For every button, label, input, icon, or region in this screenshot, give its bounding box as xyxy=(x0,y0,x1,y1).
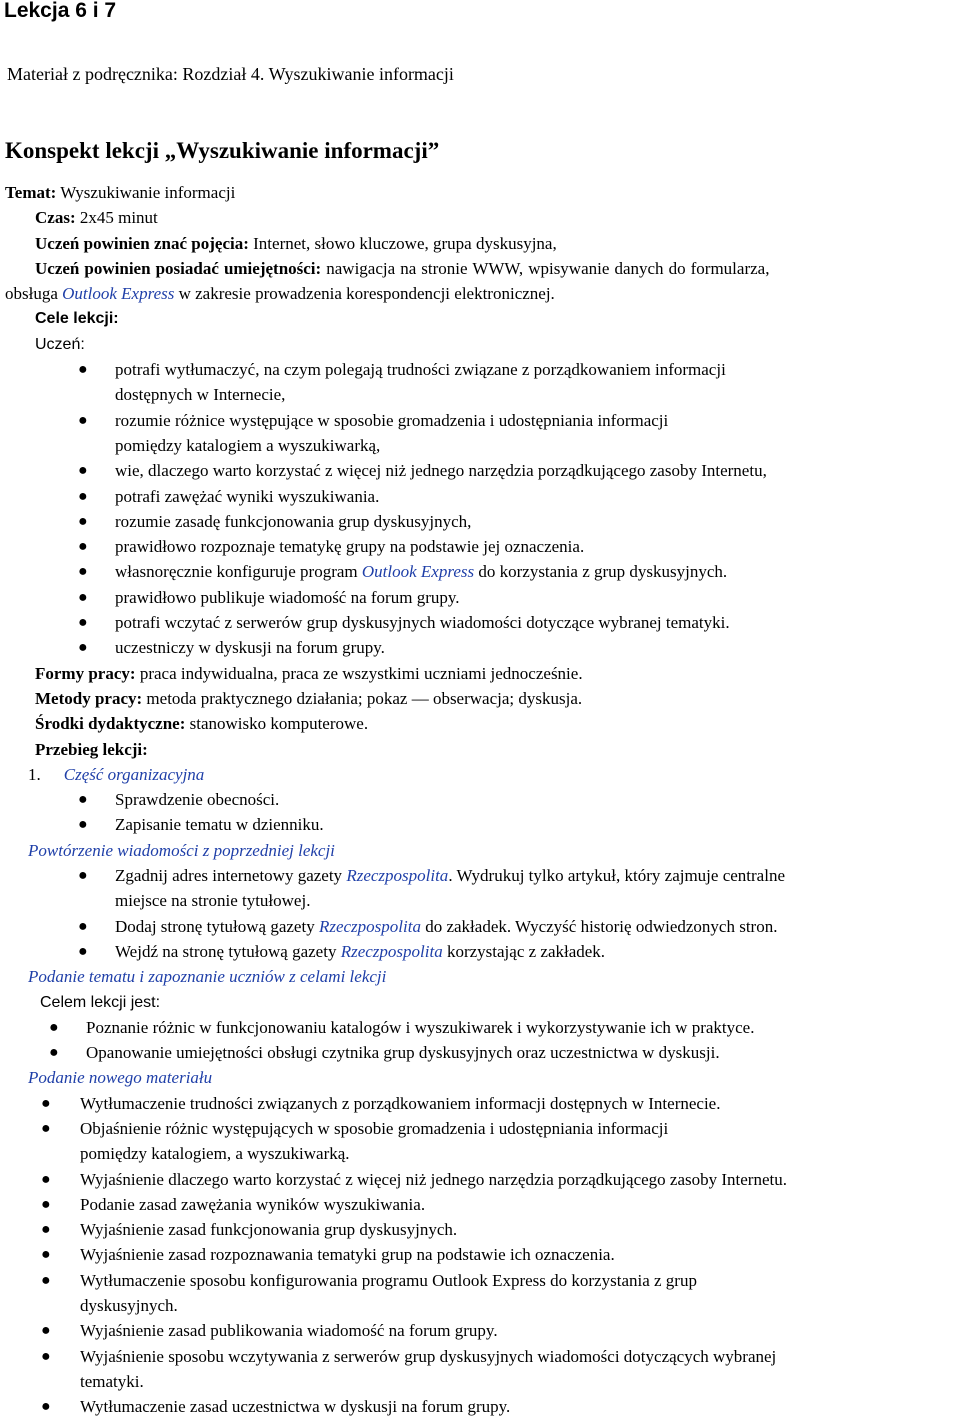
rzeczpospolita-link[interactable]: Rzeczpospolita xyxy=(346,866,449,886)
skills-value: nawigacja na stronie WWW, wpisywanie danych do formularza, xyxy=(321,258,770,278)
goal-list xyxy=(0,1015,960,1066)
concepts-line xyxy=(0,231,960,256)
forms-label: Formy pracy: xyxy=(35,663,136,683)
list-item: ● Wyjaśnienie dlaczego warto korzystać z więcej niż jednego narzędzia porządkującego zasoby Internetu. xyxy=(41,1169,787,1189)
list-item: ● Wytłumaczenie zasad uczestnictwa w dyskusji na forum grupy. xyxy=(41,1397,511,1417)
new-material-heading: Podanie nowego materiału xyxy=(28,1068,213,1088)
time-label: Czas: xyxy=(35,208,76,228)
topic-line xyxy=(0,180,960,205)
goals-list xyxy=(0,357,960,661)
course-label: Przebieg lekcji: xyxy=(35,739,148,759)
list-item: ● Wyjaśnienie zasad rozpoznawania tematyki grup na podstawie ich oznaczenia. xyxy=(41,1245,615,1265)
rzeczpospolita-link[interactable]: Rzeczpospolita xyxy=(318,916,421,936)
lesson-body xyxy=(0,180,960,1420)
list-item: ● prawidłowo rozpoznaje tematykę grupy na podstawie jej oznaczenia. xyxy=(78,537,585,557)
lesson-plan-title: Konspekt lekcji „Wyszukiwanie informacji” xyxy=(5,138,440,163)
time-line xyxy=(0,205,960,230)
outlook-line xyxy=(0,281,960,306)
list-item: ● potrafi wytłumaczyć, na czym polegają trudności związane z porządkowaniem informacji dostępnych w Internecie, xyxy=(78,360,726,405)
new-material-list xyxy=(0,1091,960,1420)
organizational-list xyxy=(0,787,960,838)
list-item: ● Wyjaśnienie zasad publikowania wiadomość na forum grupy. xyxy=(41,1321,498,1341)
skills-line xyxy=(0,256,960,281)
list-item: ● prawidłowo publikuje wiadomość na forum grupy. xyxy=(78,587,460,607)
outlook-pre: obsługa xyxy=(5,284,63,304)
outlook-post: w zakresie prowadzenia korespondencji elektronicznej. xyxy=(174,284,555,304)
list-item: ● Zgadnij adres internetowy gazety Rzeczpospolita. Wydrukuj tylko artykuł, który zajmuje centralne miejsce na stronie tytułowej. xyxy=(78,866,785,911)
review-list xyxy=(0,863,960,964)
list-item: ● uczestniczy w dyskusji na forum grupy. xyxy=(78,638,385,658)
list-item: ● Dodaj stronę tytułową gazety Rzeczpospolita do zakładek. Wyczyść historię odwiedzonych stron. xyxy=(78,916,778,936)
list-item: ● Wyjaśnienie zasad funkcjonowania grup dyskusyjnych. xyxy=(41,1220,458,1240)
list-item: ● Opanowanie umiejętności obsługi czytnika grup dyskusyjnych oraz uczestnictwa w dyskusji. xyxy=(49,1043,720,1063)
student-label: Uczeń: xyxy=(35,335,85,353)
methods-line xyxy=(0,686,960,711)
section-number: 1. xyxy=(28,764,41,784)
outlook-express-link[interactable]: Outlook Express xyxy=(62,284,175,304)
list-item: ● Podanie zasad zawężania wyników wyszukiwania. xyxy=(41,1194,426,1214)
goals-label: Cele lekcji: xyxy=(35,310,119,328)
list-item: ● Poznanie różnic w funkcjonowaniu katalogów i wyszukiwarek i wykorzystywanie ich w praktyce. xyxy=(49,1017,755,1037)
aids-label: Środki dydaktyczne: xyxy=(35,714,186,734)
rzeczpospolita-link[interactable]: Rzeczpospolita xyxy=(340,941,443,961)
aids-value: stanowisko komputerowe. xyxy=(185,714,369,734)
time-value: 2x45 minut xyxy=(75,208,158,228)
topic-value: Wyszukiwanie informacji xyxy=(56,183,236,202)
list-item: ● własnoręcznie konfiguruje program Outlook Express do korzystania z grup dyskusyjnych. xyxy=(78,562,728,582)
organizational-heading: Część organizacyjna xyxy=(63,764,205,784)
topic-label: Temat: xyxy=(5,183,57,202)
concepts-value: Internet, słowo kluczowe, grupa dyskusyjna, xyxy=(248,233,557,253)
list-item: ● potrafi zawężać wyniki wyszukiwania. xyxy=(78,486,380,506)
textbook-reference: Materiał z podręcznika: Rozdział 4. Wyszukiwanie informacji xyxy=(7,64,454,84)
list-item: ● rozumie zasadę funkcjonowania grup dyskusyjnych, xyxy=(78,511,472,531)
list-item: ● Wyjaśnienie sposobu wczytywania z serwerów grup dyskusyjnych wiadomości dotyczących wybranej tematyki. xyxy=(41,1346,777,1391)
list-item: ● Wytłumaczenie sposobu konfigurowania programu Outlook Express do korzystania z grup dyskusyjnych. xyxy=(41,1270,697,1316)
section-organizational xyxy=(0,762,960,787)
skills-label: Uczeń powinien posiadać umiejętności: xyxy=(35,258,322,278)
review-heading: Powtórzenie wiadomości z poprzedniej lekcji xyxy=(28,840,335,860)
list-item: ● wie, dlaczego warto korzystać z więcej niż jednego narzędzia porządkującego zasoby Internetu, xyxy=(78,461,767,481)
aids-line xyxy=(0,711,960,736)
outlook-express-link[interactable]: Outlook Express xyxy=(361,562,475,582)
methods-label: Metody pracy: xyxy=(35,688,143,708)
topic-presentation-heading: Podanie tematu i zapoznanie uczniów z celami lekcji xyxy=(28,967,387,987)
goal-intro: Celem lekcji jest: xyxy=(40,993,161,1011)
list-item: ● Sprawdzenie obecności. xyxy=(78,790,280,810)
concepts-label: Uczeń powinien znać pojęcia: xyxy=(35,233,249,253)
list-item: ● Objaśnienie różnic występujących w sposobie gromadzenia i udostępniania informacji pomiędzy katalogiem, a wyszukiwarką. xyxy=(41,1118,669,1164)
list-item: ● Wytłumaczenie trudności związanych z porządkowaniem informacji dostępnych w Internecie. xyxy=(41,1093,721,1113)
list-item: ● rozumie różnice występujące w sposobie gromadzenia i udostępniania informacji pomiędzy katalogiem a wyszukiwarką, xyxy=(78,410,669,455)
forms-line xyxy=(0,661,960,686)
forms-value: praca indywidualna, praca ze wszystkimi uczniami jednocześnie. xyxy=(135,663,583,683)
lesson-heading: Lekcja 6 i 7 xyxy=(4,0,117,22)
list-item: ● Wejdź na stronę tytułową gazety Rzeczpospolita korzystając z zakładek. xyxy=(78,941,606,961)
methods-value: metoda praktycznego działania; pokaz — obserwacja; dyskusja. xyxy=(142,688,583,708)
list-item: ● Zapisanie tematu w dzienniku. xyxy=(78,815,324,835)
list-item: ● potrafi wczytać z serwerów grup dyskusyjnych wiadomości dotyczące wybranej tematyki. xyxy=(78,613,730,633)
